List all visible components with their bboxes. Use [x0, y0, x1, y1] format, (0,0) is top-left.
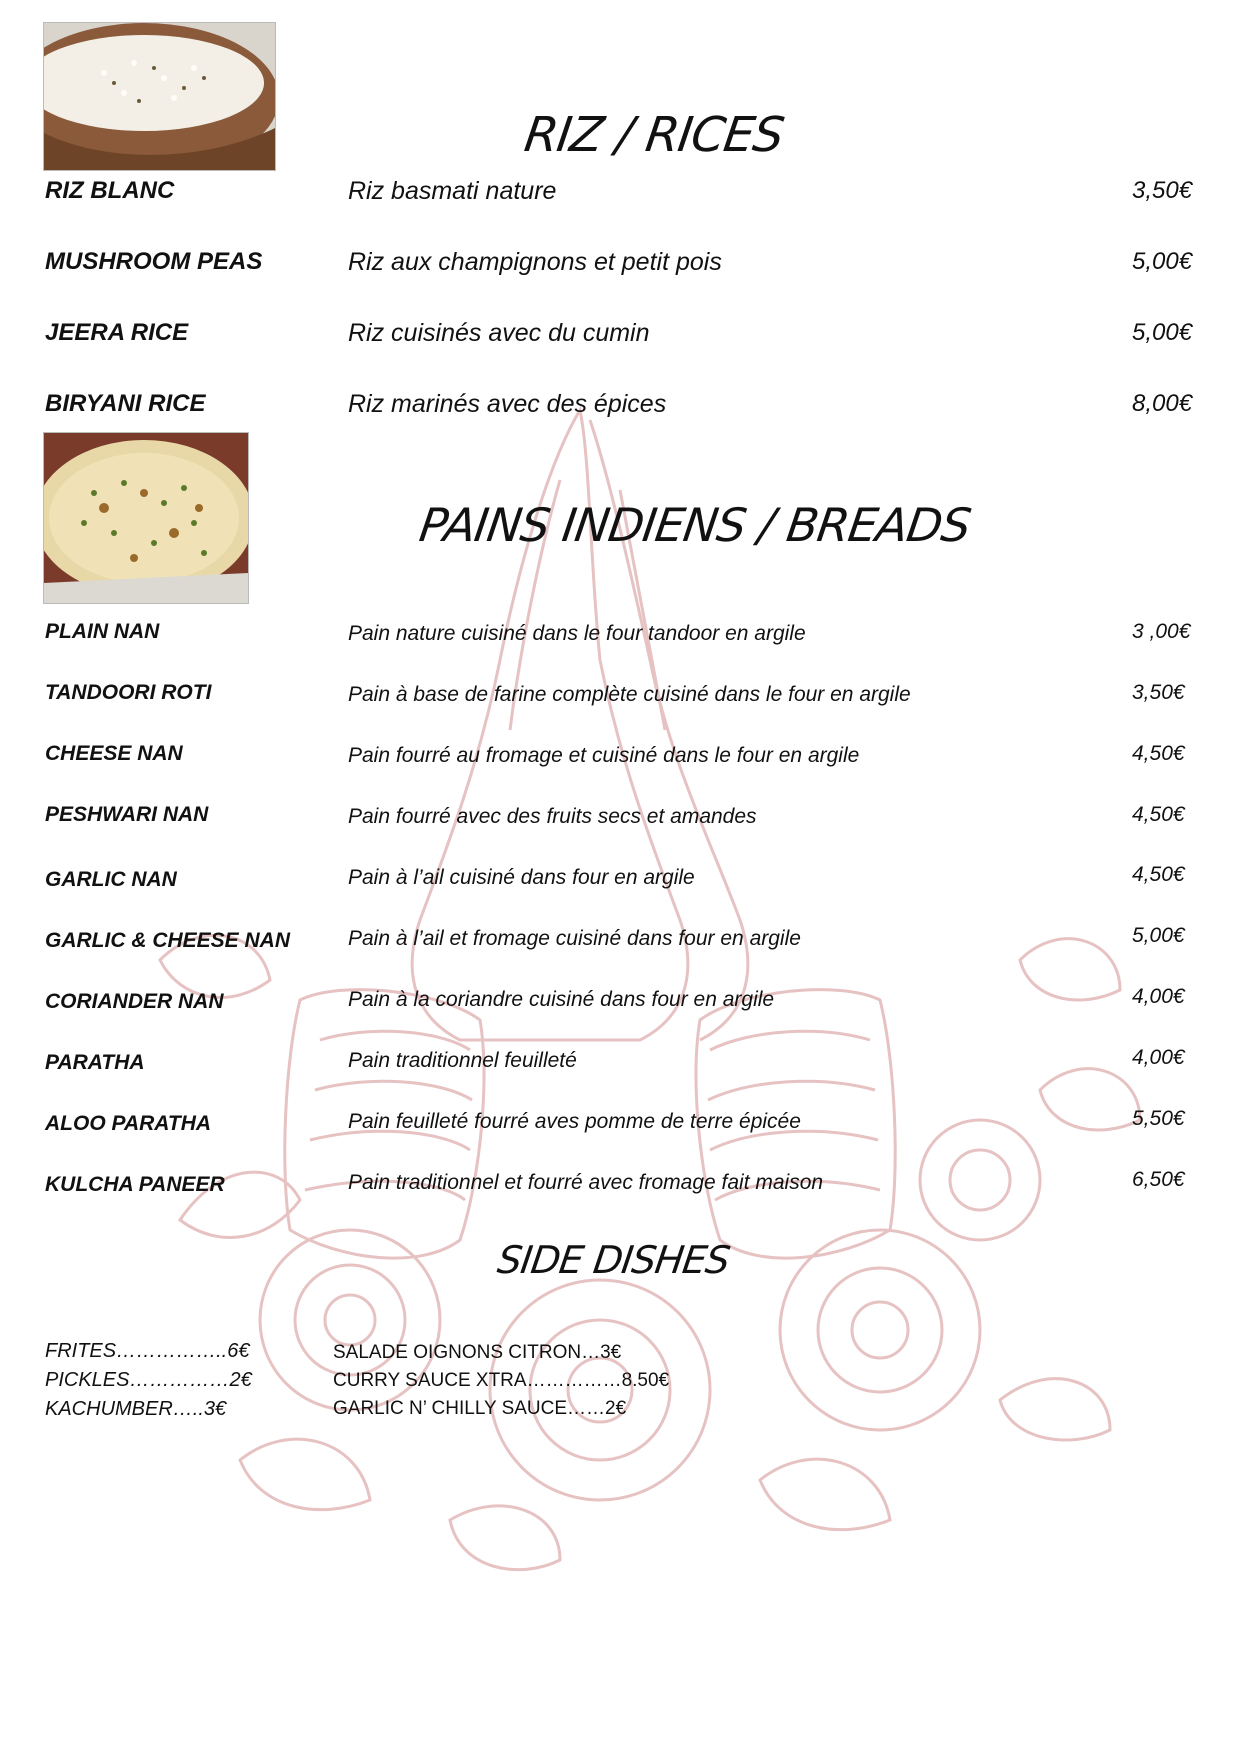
bread-section-title: PAINS INDIENS / BREADS	[416, 498, 974, 552]
item-description: Pain fourré avec des fruits secs et amandes	[348, 805, 757, 828]
praying-hands-roses-watermark	[120, 400, 1180, 1630]
item-name: PESHWARI NAN	[45, 803, 209, 826]
side-dishes-list-right	[333, 1339, 669, 1423]
item-description: Pain feuilleté fourré aves pomme de terre épicée	[348, 1110, 801, 1133]
item-description: Pain nature cuisiné dans le four tandoor en argile	[348, 622, 806, 645]
item-description: Riz cuisinés avec du cumin	[348, 319, 650, 347]
list-item: GARLIC N’ CHILLY SAUCE……2€	[333, 1398, 627, 1419]
item-description: Riz aux champignons et petit pois	[348, 248, 722, 276]
item-name: JEERA RICE	[45, 319, 189, 346]
rice-bowl-photo	[43, 22, 276, 171]
list-item: FRITES……………..6€	[45, 1340, 250, 1362]
item-name: GARLIC NAN	[45, 868, 177, 891]
list-item: CURRY SAUCE XTRA……………8.50€	[333, 1370, 670, 1391]
item-description: Riz basmati nature	[348, 177, 557, 205]
item-price: 4,00€	[1132, 985, 1185, 1008]
naan-bread-photo	[43, 432, 249, 604]
item-name: ALOO PARATHA	[45, 1112, 212, 1135]
list-item: PICKLES……………2€	[45, 1369, 252, 1391]
item-description: Pain fourré au fromage et cuisiné dans le four en argile	[348, 744, 860, 767]
item-price: 4,00€	[1132, 1046, 1185, 1069]
item-name: KULCHA PANEER	[45, 1173, 225, 1196]
list-item: KACHUMBER…..3€	[45, 1398, 227, 1420]
item-price: 5,00€	[1132, 924, 1185, 947]
item-description: Pain à l’ail cuisiné dans four en argile	[348, 866, 695, 889]
item-description: Pain traditionnel et fourré avec fromage fait maison	[348, 1171, 824, 1194]
item-description: Pain à base de farine complète cuisiné dans le four en argile	[348, 683, 911, 706]
item-name: MUSHROOM PEAS	[45, 248, 263, 275]
rice-section-title: RIZ / RICES	[521, 107, 787, 163]
item-name: PLAIN NAN	[45, 620, 160, 643]
item-name: PARATHA	[45, 1051, 145, 1074]
item-name: RIZ BLANC	[45, 177, 175, 204]
item-description: Pain traditionnel feuilleté	[348, 1049, 577, 1072]
item-description: Pain à l’ail et fromage cuisiné dans four en argile	[348, 927, 801, 950]
item-price: 6,50€	[1132, 1168, 1185, 1191]
side-dishes-list-left	[45, 1337, 252, 1424]
item-description: Pain à la coriandre cuisiné dans four en argile	[348, 988, 775, 1011]
item-name: CHEESE NAN	[45, 742, 183, 765]
side-dishes-title: SIDE DISHES	[494, 1238, 733, 1282]
item-price: 4,50€	[1132, 803, 1185, 826]
item-price: 8,00€	[1132, 390, 1193, 417]
item-price: 3 ,00€	[1132, 620, 1191, 643]
list-item: SALADE OIGNONS CITRON…3€	[333, 1342, 622, 1363]
item-price: 4,50€	[1132, 863, 1185, 886]
item-price: 4,50€	[1132, 742, 1185, 765]
item-price: 5,50€	[1132, 1107, 1185, 1130]
item-name: CORIANDER NAN	[45, 990, 224, 1013]
item-name: TANDOORI ROTI	[45, 681, 212, 704]
item-description: Riz marinés avec des épices	[348, 390, 667, 418]
item-price: 3,50€	[1132, 177, 1193, 204]
item-name: GARLIC & CHEESE NAN	[45, 929, 291, 952]
item-price: 5,00€	[1132, 248, 1193, 275]
item-price: 5,00€	[1132, 319, 1193, 346]
item-price: 3,50€	[1132, 681, 1185, 704]
item-name: BIRYANI RICE	[45, 390, 206, 417]
